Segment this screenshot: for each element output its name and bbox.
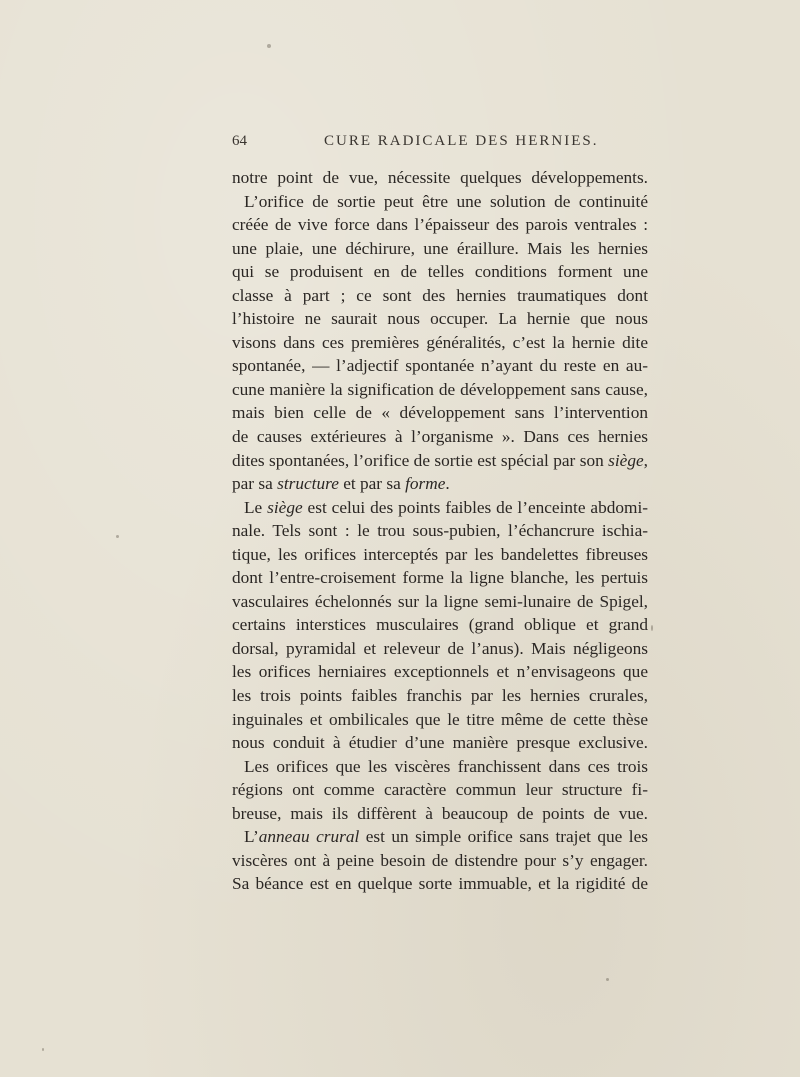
text-line: les orifices herniaires exceptionnels et n’envisageons que xyxy=(232,662,648,682)
body-text xyxy=(232,166,648,896)
paper-speck xyxy=(651,625,653,631)
paper-speck xyxy=(267,44,271,48)
text-line: l’histoire ne saurait nous occuper. La hernie que nous xyxy=(232,309,648,329)
text-line: de causes extérieures à l’organisme ». Dans ces hernies xyxy=(232,427,648,447)
text-line: breuse, mais ils diffèrent à beaucoup de points de vue. xyxy=(232,803,648,823)
text-line: Le siège est celui des points faibles de l’enceinte abdomi- xyxy=(244,497,649,517)
italic-term: forme xyxy=(405,474,446,494)
text-line: L’orifice de sortie peut être une solution de continuité xyxy=(244,191,648,211)
italic-term: siège xyxy=(267,497,303,517)
text-line: une plaie, une déchirure, une éraillure. Mais les hernies xyxy=(232,238,648,258)
italic-term: siège xyxy=(608,450,644,470)
paper-speck xyxy=(116,535,119,538)
text-line: vasculaires échelonnés sur la ligne semi-lunaire de Spigel, xyxy=(232,591,648,611)
text-line: L’anneau crural est un simple orifice sans trajet que les xyxy=(244,827,649,847)
text-line: notre point de vue, nécessite quelques développements. xyxy=(232,168,648,187)
text-line: dorsal, pyramidal et releveur de l’anus). Mais négligeons xyxy=(232,638,648,658)
text-line: nale. Tels sont : le trou sous-pubien, l’échancrure ischia- xyxy=(232,521,648,541)
text-line: dites spontanées, l’orifice de sortie est spécial par son siège, xyxy=(232,450,648,470)
text-line: classe à part ; ce sont des hernies traumatiques dont xyxy=(232,285,648,305)
text-line: spontanée, — l’adjectif spontanée n’ayant du reste en au- xyxy=(232,356,648,376)
text-line: inguinales et ombilicales que le titre même de cette thèse xyxy=(232,709,648,729)
italic-term: anneau crural xyxy=(258,827,360,847)
text-line: cune manière la signification de développement sans cause, xyxy=(232,379,648,399)
text-line: dont l’entre-croisement forme la ligne blanche, les pertuis xyxy=(232,568,648,588)
text-line: viscères ont à peine besoin de distendre pour s’y engager. xyxy=(232,850,648,870)
text-line: mais bien celle de « développement sans l’intervention xyxy=(232,403,648,423)
page-number: 64 xyxy=(232,133,247,149)
paper-speck xyxy=(42,1048,44,1051)
text-line: certains interstices musculaires (grand oblique et grand xyxy=(232,615,648,635)
text-line: Sa béance est en quelque sorte immuable, et la rigidité de xyxy=(232,874,648,894)
text-line: créée de vive force dans l’épaisseur des parois ventrales : xyxy=(232,215,648,235)
text-line: visons dans ces premières généralités, c’est la hernie dite xyxy=(232,332,648,352)
paper-speck xyxy=(606,978,609,981)
running-title: CURE RADICALE DES HERNIES. xyxy=(324,133,599,149)
text-line: régions ont comme caractère commun leur structure fi- xyxy=(232,780,648,800)
text-line: les trois points faibles franchis par les hernies crurales, xyxy=(232,686,648,706)
text-line: tique, les orifices interceptés par les bandelettes fibreuses xyxy=(232,544,648,564)
running-head xyxy=(232,133,662,155)
text-line: nous conduit à étudier d’une manière presque exclusive. xyxy=(232,733,648,753)
italic-term: structure xyxy=(277,474,339,494)
text-line: qui se produisent en de telles conditions forment une xyxy=(232,262,648,282)
text-line: Les orifices que les viscères franchissent dans ces trois xyxy=(244,756,648,776)
text-line: par sa structure et par sa forme. xyxy=(232,474,450,494)
